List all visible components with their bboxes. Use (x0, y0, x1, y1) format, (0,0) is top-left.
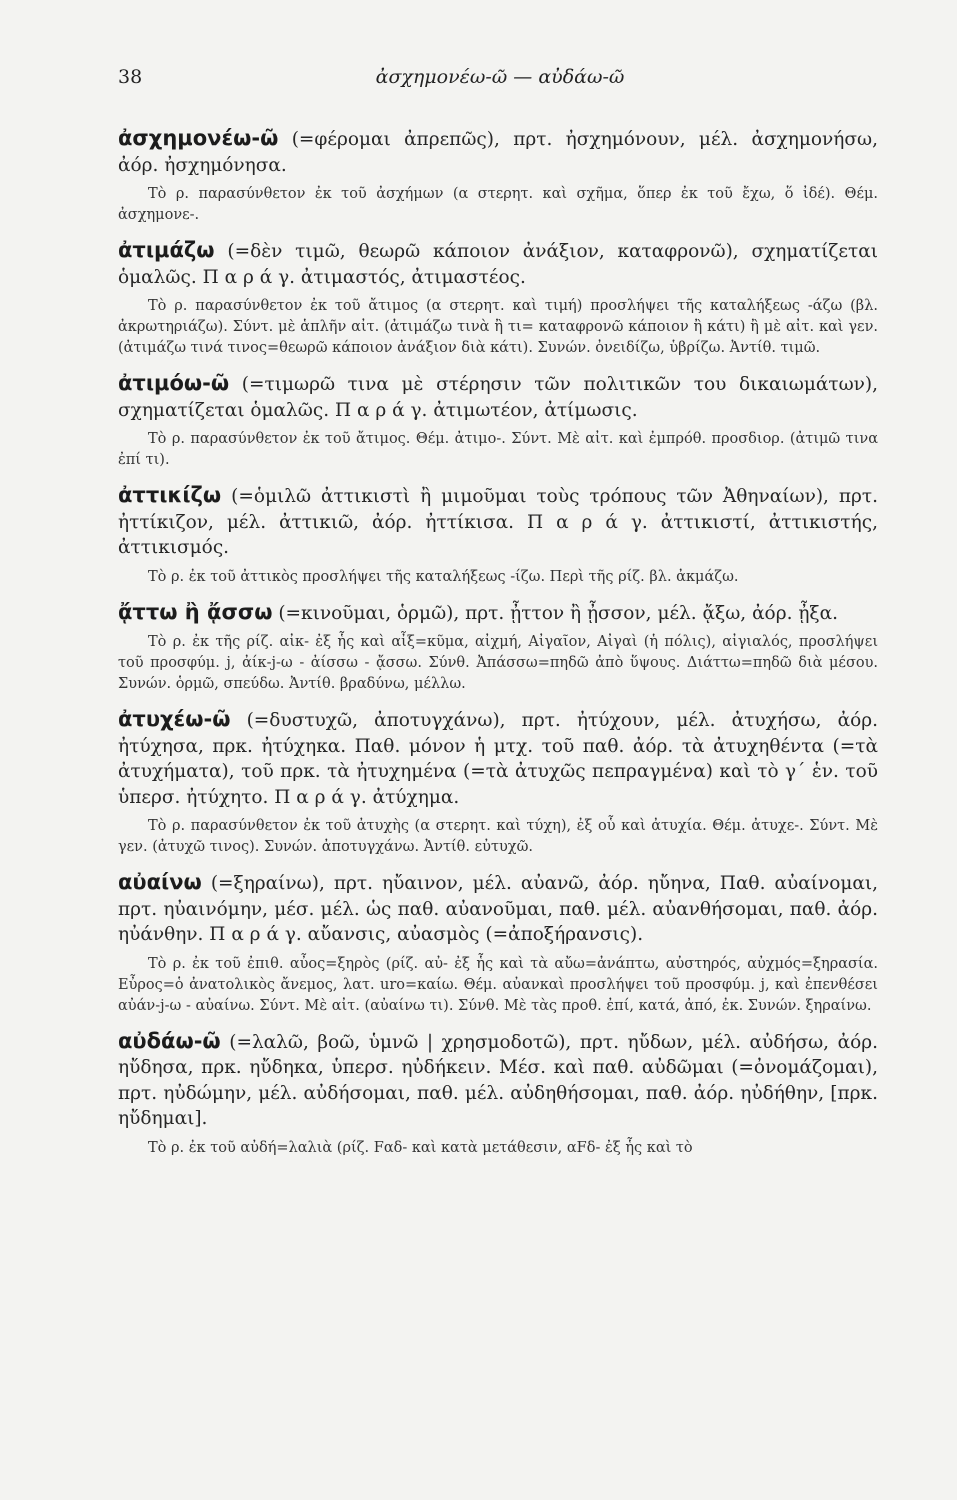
entry-main (118, 870, 878, 948)
entry-definition: (=δὲν τιμῶ, θεωρῶ κάποιον ἀνάξιον, καταφρονῶ), σχηματίζεται ὁμαλῶς. Π α ρ ά γ. ἀτιμαστός, ἀτιμαστέος. (118, 241, 878, 288)
entry-main (118, 238, 878, 290)
entry-definition: (=λαλῶ, βοῶ, ὑμνῶ | χρησμοδοτῶ), πρτ. ηὔδων, μέλ. αὐδήσω, ἀόρ. ηὔδησα, πρκ. ηὔδηκα, ὑπερσ. ηὐδήκειν. Μέσ. καὶ παθ. αὐδῶμαι (=ὀνομάζομαι), πρτ. ηὐδώμην, μέλ. αὐδήσομαι, παθ. μέλ. αὐδηθήσομαι, παθ. ἀόρ. ηὐδήθην, [πρκ. ηὔδημαι]. (118, 1031, 878, 1129)
dictionary-entry (118, 238, 878, 359)
entry-etymology: Τὸ ρ. ἐκ τοῦ αὐδή=λαλιὰ (ρίζ. Fαδ- καὶ κατὰ μετάθεσιν, αFδ- ἐξ ἧς καὶ τὸ (148, 1139, 693, 1156)
entry-etymology: Τὸ ρ. ἐκ τοῦ ἀττικὸς προσλήψει τῆς καταλήξεως -ίζω. Περὶ τῆς ρίζ. βλ. ἀκμάζω. (148, 568, 739, 585)
dictionary-entry (118, 707, 878, 858)
entry-lemma: αὐδάω-ῶ (118, 1028, 221, 1053)
entry-definition: (=φέρομαι ἀπρεπῶς), πρτ. ἠσχημόνουν, μέλ. ἀσχημονήσω, ἀόρ. ἠσχημόνησα. (118, 129, 878, 176)
entry-lemma: ἀττικίζω (118, 483, 222, 507)
entry-lemma: ἀσχημονέω-ῶ (118, 126, 279, 150)
entry-definition: (=τιμωρῶ τινα μὲ στέρησιν τῶν πολιτικῶν του δικαιωμάτων), σχηματίζεται ὁμαλῶς. Π α ρ ά γ. ἀτιμωτέον, ἀτίμωσις. (118, 374, 878, 421)
dictionary-entry (118, 870, 878, 1017)
dictionary-entry (118, 1029, 878, 1159)
entry-definition: (=ὁμιλῶ ἀττικιστὶ ἢ μιμοῦμαι τοὺς τρόπους τῶν Ἀθηναίων), πρτ. ἠττίκιζον, μέλ. ἀττικιῶ, ἀόρ. ἠττίκισα. Π α ρ ά γ. ἀττικιστί, ἀττικιστής, ἀττικισμός. (118, 486, 879, 558)
entry-main (118, 483, 878, 561)
dictionary-entry (118, 483, 878, 588)
entry-lemma: αὐαίνω (118, 870, 202, 894)
entry-etymology: Τὸ ρ. ἐκ τοῦ ἐπιθ. αὖος=ξηρὸς (ρίζ. αὐ- ἐξ ἧς καὶ τὰ αὔω=ἀνάπτω, αὐστηρός, αὐχμός=ξηρασία. Εὖρος=ὁ ἀνατολικὸς ἄνεμος, λατ. uro=καίω. Θέμ. αὐανκαὶ προσλήψει τοῦ προσφύμ. j, καὶ ἐπενθέσει αὐάν-j-ω - αὐαίνω. Σύντ. Μὲ αἰτ. (αὐαίνω τι). Σύνθ. Μὲ τὰς προθ. ἐπί, κατά, ἀπό, ἐκ. Συνών. ξηραίνω. (118, 955, 878, 1014)
page-number: 38 (118, 66, 143, 88)
entry-main (118, 371, 878, 423)
entry-etymology: Τὸ ρ. παρασύνθετον ἐκ τοῦ ἄτιμος. Θέμ. ἀτιμο-. Σύντ. Μὲ αἰτ. καὶ ἐμπρόθ. προσδιορ. (ἀτιμῶ τινα ἐπί τι). (118, 431, 878, 468)
entry-lemma: ᾄττω ἢ ᾄσσω (118, 599, 273, 624)
dictionary-entries (118, 126, 878, 1171)
entry-etymology: Τὸ ρ. παρασύνθετον ἐκ τοῦ ἀσχήμων (α στερητ. καὶ σχῆμα, ὅπερ ἐκ τοῦ ἔχω, ὅ ἰδέ). Θέμ. ἀσχημονε-. (118, 186, 878, 223)
dictionary-entry (118, 126, 878, 226)
entry-lemma: ἀτιμόω-ῶ (118, 371, 230, 395)
entry-lemma: ἀτυχέω-ῶ (118, 707, 231, 731)
entry-main (118, 1029, 878, 1132)
entry-definition: (=ξηραίνω), πρτ. ηὔαινον, μέλ. αὐανῶ, ἀόρ. ηὔηνα, Παθ. αὐαίνομαι, πρτ. ηὐαινόμην, μέσ. μέλ. ὡς παθ. αὐανοῦμαι, παθ. μέλ. αὐανθήσομαι, παθ. ἀόρ. ηὐάνθην. Π α ρ ά γ. αὔανσις, αὐασμὸς (=ἀποξήρανσις). (118, 873, 878, 945)
dictionary-entry (118, 371, 878, 471)
entry-main (118, 707, 878, 810)
entry-main (118, 126, 878, 178)
entry-definition: (=δυστυχῶ, ἀποτυγχάνω), πρτ. ἠτύχουν, μέλ. ἀτυχήσω, ἀόρ. ἠτύχησα, πρκ. ἠτύχηκα. Παθ. μόνον ἡ μτχ. τοῦ παθ. ἀόρ. τὰ ἀτυχηθέντα (=τὰ ἀτυχήματα), τοῦ πρκ. τὰ ἠτυχημένα (=τὰ ἀτυχῶς πεπραγμένα) καὶ τὸ γ΄ ἑν. τοῦ ὑπερσ. ἠτύχητο. Π α ρ ά γ. ἀτύχημα. (118, 710, 879, 808)
running-title: ἀσχημονέω-ῶ — αὐδάω-ῶ (375, 66, 625, 88)
entry-etymology: Τὸ ρ. παρασύνθετον ἐκ τοῦ ἀτυχὴς (α στερητ. καὶ τύχη), ἐξ οὗ καὶ ἀτυχία. Θέμ. ἀτυχε-. Σύντ. Μὲ γεν. (ἀτυχῶ τινος). Συνών. ἀποτυγχάνω. Ἀντίθ. εὐτυχῶ. (118, 818, 878, 855)
entry-etymology: Τὸ ρ. παρασύνθετον ἐκ τοῦ ἄτιμος (α στερητ. καὶ τιμή) προσλήψει τῆς καταλήξεως -άζω (βλ. ἀκρωτηριάζω). Σύντ. μὲ ἁπλῆν αἰτ. (ἀτιμάζω τινὰ ἢ τι= καταφρονῶ κάποιον ἢ κάτι) ἢ μὲ αἰτ. καὶ γεν. (ἀτιμάζω τινά τινος=θεωρῶ κάποιον ἀνάξιον διὰ κάτι). Συνών. ὀνειδίζω, ὑβρίζω. Ἀντίθ. τιμῶ. (118, 298, 878, 356)
entry-etymology: Τὸ ρ. ἐκ τῆς ρίζ. αἰκ- ἐξ ἧς καὶ αἶξ=κῦμα, αἰχμή, Αἰγαῖον, Αἰγαὶ (ἡ πόλις), αἰγιαλός, προσλήψει τοῦ προσφύμ. j, ἀίκ-j-ω - ἀίσσω - ᾄσσω. Σύνθ. Ἀπάσσω=πηδῶ ἀπὸ ὕψους. Διάττω=πηδῶ διὰ μέσου. Συνών. ὁρμῶ, σπεύδω. Ἀντίθ. βραδύνω, μέλλω. (118, 634, 878, 692)
entry-lemma: ἀτιμάζω (118, 238, 215, 262)
entry-main (118, 600, 878, 627)
entry-definition: (=κινοῦμαι, ὁρμῶ), πρτ. ᾖττον ἢ ᾖσσον, μέλ. ᾄξω, ἀόρ. ᾖξα. (278, 602, 838, 624)
dictionary-entry (118, 600, 878, 696)
